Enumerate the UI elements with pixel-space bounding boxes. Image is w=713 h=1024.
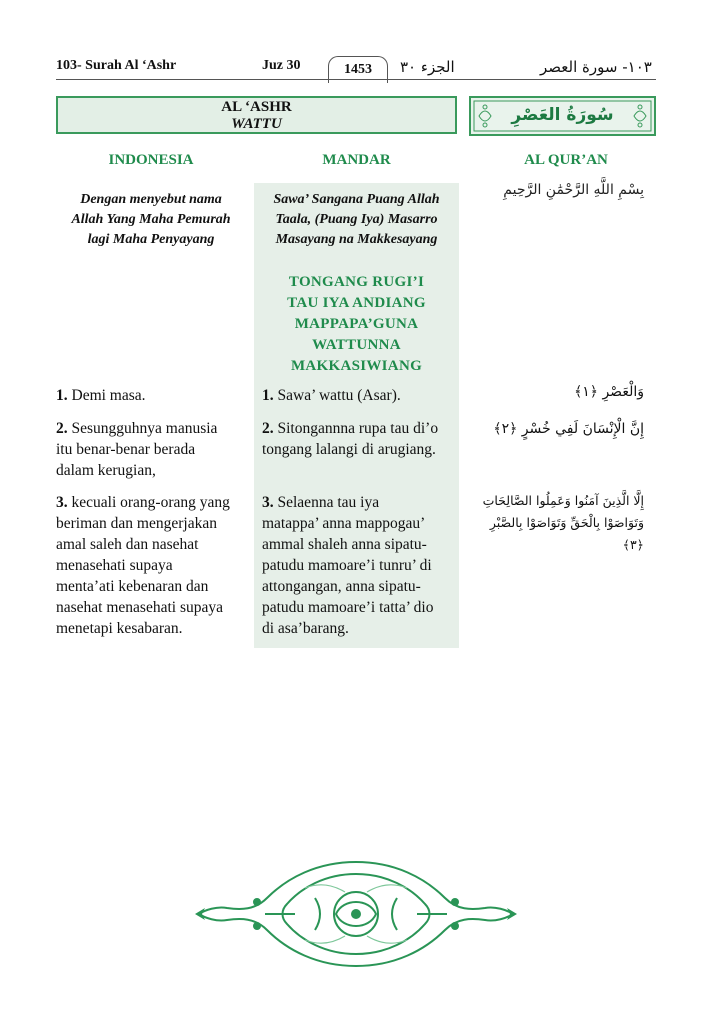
header-divider [56, 79, 656, 80]
surah-meaning: WATTU [231, 116, 282, 132]
surah-label-arabic: ١٠٣- سورة العصر [540, 58, 652, 76]
verse-1-mandar: 1. Sawa’ wattu (Asar). [262, 387, 401, 404]
basmala-arabic: بِسْمِ اللَّهِ الرَّحْمَٰنِ الرَّحِيمِ [503, 182, 644, 198]
verse-1-indonesia: 1. Demi masa. [56, 387, 146, 404]
surah-title-box [56, 96, 457, 134]
verse-1-arabic: وَالْعَصْرِ ﴿١﴾ [574, 384, 644, 400]
calligraphy-frame [469, 96, 656, 136]
verse-2-indonesia: 2. Sesungguhnya manusia itu benar-benar berada dalam kerugian, [56, 420, 218, 479]
surah-title: AL ‘ASHR [221, 99, 292, 115]
basmala-mandar: Sawa’ Sangana Puang Allah Taala, (Puang Iya) Masarro Masayang na Makkesayang [273, 192, 440, 247]
column-header-mandar: MANDAR [322, 152, 391, 168]
juz-label: Juz 30 [262, 58, 301, 73]
verse-3-mandar: 3. Selaenna tau iya matappa’ anna mappogau’ ammal shaleh anna sipatu- patudu mamoare’i tunru’ di attongangan, anna sipatu- patudu mamoare’i tatta’ dio di asa’barang. [262, 494, 434, 637]
juz-label-arabic: الجزء ٣٠ [400, 58, 455, 76]
page-number: 1453 [328, 56, 388, 83]
column-header-indonesia: INDONESIA [108, 152, 194, 168]
column-header-quran: AL QUR’AN [524, 152, 608, 168]
verse-2-mandar: 2. Sitongannna rupa tau di’o tongang lalangi di arugiang. [262, 420, 439, 458]
verse-2-arabic: إِنَّ الْإِنْسَانَ لَفِي خُسْرٍ ﴿٢﴾ [493, 421, 644, 437]
verse-3-arabic: إِلَّا الَّذِينَ آمَنُوا وَعَمِلُوا الصَّالِحَاتِ وَتَوَاصَوْا بِالْحَقِّ وَتَوَاصَوْا بِالصَّبْرِ ﴿٣﴾ [482, 493, 644, 552]
surah-label: 103- Surah Al ‘Ashr [56, 58, 177, 73]
mandar-surah-title: TONGANG RUGI’I TAU IYA ANDIANG MAPPAPA’GUNA WATTUNNA MAKKASIWIANG [287, 274, 426, 374]
verse-3-indonesia: 3. kecuali orang-orang yang beriman dan mengerjakan amal saleh dan nasehat menasehati supaya menta’ati kebenaran dan nasehat menasehati supaya menetapi kesabaran. [56, 494, 230, 637]
basmala-indonesia: Dengan menyebut nama Allah Yang Maha Pemurah lagi Maha Penyayang [71, 192, 231, 247]
surah-calligraphy: سُورَةُ العَصْرِ [511, 105, 614, 125]
floral-ornament-icon [195, 858, 517, 970]
